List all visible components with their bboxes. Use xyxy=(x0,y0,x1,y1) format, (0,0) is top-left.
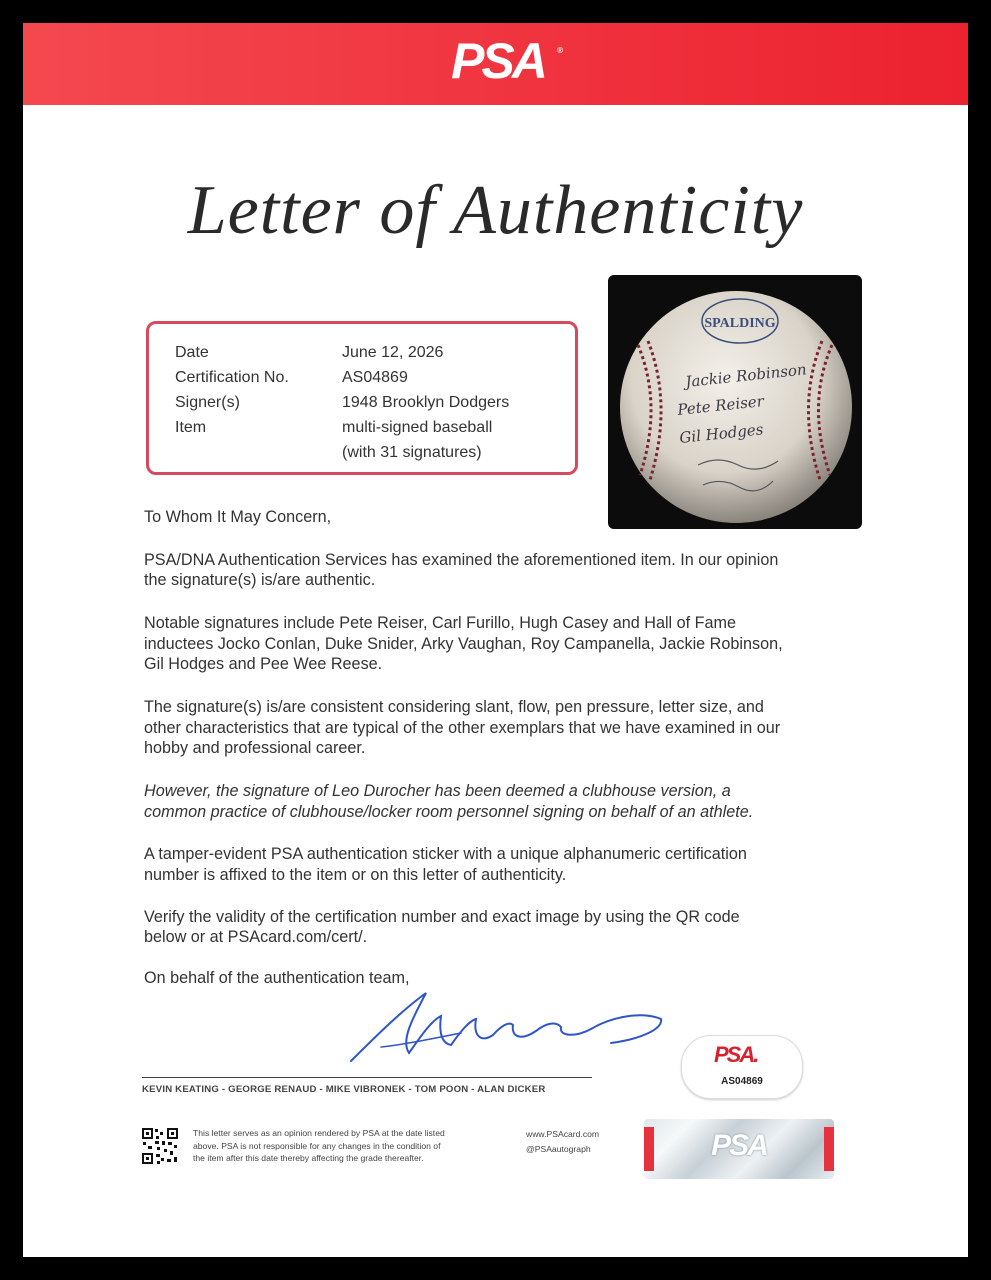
paragraph-consistency-line-2: other characteristics that are typical of the other exemplars that we have examined in our xyxy=(144,719,781,737)
handwritten-signature xyxy=(341,981,671,1071)
ball-signature-2: Pete Reiser xyxy=(676,392,765,419)
info-label-date: Date xyxy=(175,344,209,361)
info-value-date: June 12, 2026 xyxy=(342,344,444,361)
paragraph-consistency-line-1: The signature(s) is/are consistent considering slant, flow, pen pressure, letter size, and xyxy=(144,698,764,716)
paragraph-notable-line-1: Notable signatures include Pete Reiser, Carl Furillo, Hugh Casey and Hall of Fame xyxy=(144,614,737,632)
sticker-psa-logo: PSA. xyxy=(714,1042,758,1067)
paragraph-verify-line-2: below or at PSAcard.com/cert/. xyxy=(144,928,368,946)
footer-disclaimer-line-3: the item after this date thereby affecting the grade thereafter. xyxy=(193,1153,424,1163)
header-band xyxy=(23,23,968,105)
certificate-info-box xyxy=(146,321,578,475)
psa-logo-text: PSA xyxy=(451,33,545,89)
footer-contact xyxy=(526,1127,599,1157)
paragraph-sticker-line-1: A tamper-evident PSA authentication sticker with a unique alphanumeric certification xyxy=(144,845,747,863)
closing-line: On behalf of the authentication team, xyxy=(144,969,410,987)
greeting: To Whom It May Concern, xyxy=(144,508,332,526)
hologram-sticker xyxy=(644,1119,834,1179)
info-label-item: Item xyxy=(175,419,207,436)
paragraph-sticker-line-2: number is affixed to the item or on this letter of authenticity. xyxy=(144,866,567,884)
letter-sheet xyxy=(23,23,968,1257)
website-link[interactable]: www.PSAcard.com xyxy=(526,1129,600,1139)
paragraph-clubhouse-line-2: common practice of clubhouse/locker room personnel signing on behalf of an athlete. xyxy=(144,803,754,821)
social-handle[interactable]: @PSAautograph xyxy=(526,1144,591,1154)
paragraph-clubhouse-line-1: However, the signature of Leo Durocher has been deemed a clubhouse version, a xyxy=(144,782,731,800)
page-title: Letter of Authenticity xyxy=(187,172,804,249)
paragraph-notable-line-2: inductees Jocko Conlan, Duke Snider, Arky Vaughan, Roy Campanella, Jackie Robinson, xyxy=(144,635,783,653)
info-label-cert: Certification No. xyxy=(175,369,289,386)
info-value-cert: AS04869 xyxy=(342,369,408,386)
paragraph-opinion-line-1: PSA/DNA Authentication Services has examined the aforementioned item. In our opinion xyxy=(144,551,779,569)
paragraph-notable-line-3: Gil Hodges and Pee Wee Reese. xyxy=(144,655,383,673)
info-value-item: multi-signed baseball xyxy=(342,419,493,436)
authentication-team-names: KEVIN KEATING - GEORGE RENAUD - MIKE VIBRONEK - TOM POON - ALAN DICKER xyxy=(142,1084,546,1095)
ball-signature-1: Jackie Robinson xyxy=(684,360,808,391)
paragraph-verify-line-1: Verify the validity of the certification number and exact image by using the QR code xyxy=(144,908,740,926)
qr-code[interactable] xyxy=(141,1127,179,1165)
footer-disclaimer xyxy=(193,1127,523,1165)
paragraph-opinion-line-2: the signature(s) is/are authentic. xyxy=(144,571,376,589)
trademark-mark: ® xyxy=(557,46,563,55)
spalding-stamp: SPALDING xyxy=(704,316,776,331)
psa-logo xyxy=(433,33,563,89)
footer-disclaimer-line-1: This letter serves as an opinion rendered by PSA at the date listed xyxy=(193,1128,445,1138)
info-label-signer: Signer(s) xyxy=(175,394,240,411)
hologram-red-edge-left xyxy=(644,1127,654,1171)
hologram-psa-logo: PSA xyxy=(711,1129,767,1162)
footer-disclaimer-line-2: above. PSA is not responsible for any changes in the condition of xyxy=(193,1140,441,1151)
baseball-image xyxy=(608,275,862,529)
baseball-photo xyxy=(608,275,862,529)
info-value-item-extra: (with 31 signatures) xyxy=(342,444,482,461)
psa-certification-sticker xyxy=(681,1035,803,1099)
hologram-red-edge-right xyxy=(824,1127,834,1171)
info-value-signer: 1948 Brooklyn Dodgers xyxy=(342,394,510,411)
paragraph-consistency-line-3: hobby and professional career. xyxy=(144,739,366,757)
ball-signature-3: Gil Hodges xyxy=(678,420,765,447)
signature-rule xyxy=(142,1077,592,1078)
sticker-cert-number: AS04869 xyxy=(721,1076,763,1087)
